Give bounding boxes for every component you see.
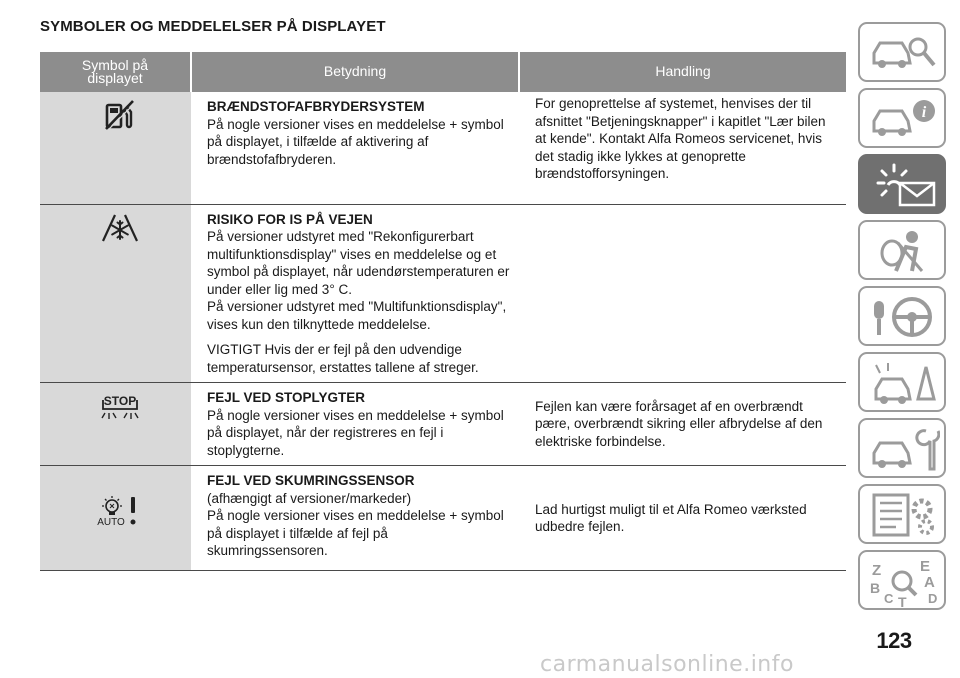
warning-light-message-icon (868, 161, 940, 209)
stop-icon-text: STOP (103, 394, 136, 408)
svg-text:A: A (924, 574, 935, 591)
action-cell (519, 204, 846, 383)
action-cell (519, 383, 846, 466)
airbag-passenger-icon (868, 227, 940, 275)
meaning-text: På nogle versioner vises en meddelelse + symbol på displayet i tilfælde af fejl på skumringssensoren. (207, 508, 504, 558)
meaning-cell (191, 466, 519, 571)
car-maintenance-icon (868, 425, 940, 473)
meaning-text: På versioner udstyret med "Rekonfigurerbart multifunktionsdisplay" vises en meddelelse og et symbol på displayet, når udendørstemperaturen er under eller lig med 3° C. (207, 229, 510, 297)
table-row-ice-risk (40, 204, 846, 383)
svg-text:i: i (921, 104, 927, 121)
tab-starting-driving[interactable] (858, 286, 946, 346)
tab-technical-data[interactable] (858, 484, 946, 544)
dusk-sensor-fault-icon (94, 494, 146, 530)
watermark: carmanualsonline.info (540, 652, 794, 677)
meaning-text: På nogle versioner vises en meddelelse + symbol på displayet, når der registreres en fejl i stoplygterne. (207, 407, 504, 458)
meaning-cell (191, 383, 519, 466)
important-note: VIGTIGT Hvis der er fejl på den udvendige temperatursensor, erstattes tallene af streger. (207, 342, 479, 375)
header-meaning: Betydning (191, 52, 519, 92)
meaning-cell (191, 92, 519, 204)
key-steering-icon (868, 293, 940, 341)
action-text: Fejlen kan være forårsaget af en overbrændt pære, overbrændt sikring eller afbrydelse af den elektriske forbindelse. (535, 398, 823, 449)
tab-car-info[interactable] (858, 88, 946, 148)
page-heading: SYMBOLER OG MEDDELELSER PÅ DISPLAYET (40, 18, 386, 35)
car-info-icon (868, 95, 940, 143)
stop-light-fault-icon (95, 393, 145, 423)
row-title: FEJL VED SKUMRINGSSENSOR (207, 473, 415, 488)
action-text: For genoprettelse af systemet, henvises der til afsnittet "Betjeningsknapper" i kapitlet "Lær bilen at kende". Kontakt Alfa Romeos servicenet, hvis det stadig ikke lykkes at genoprette brændstofforsyningen. (535, 96, 826, 181)
page-number: 123 (876, 628, 912, 653)
header-symbol-line2: displayet (87, 70, 143, 86)
row-title: BRÆNDSTOFAFBRYDERSYSTEM (207, 99, 425, 114)
action-cell (519, 92, 846, 204)
table-row-dusk-sensor (40, 466, 846, 571)
svg-text:T: T (898, 594, 907, 607)
table-row-fuel-cutoff (40, 92, 846, 204)
tab-car-search[interactable] (858, 22, 946, 82)
symbol-cell (40, 204, 191, 383)
symbol-cell (40, 92, 191, 204)
meaning-text: (afhængigt af versioner/markeder) (207, 490, 412, 506)
action-text: Lad hurtigst muligt til et Alfa Romeo værksted udbedre fejlen. (535, 501, 807, 534)
car-search-icon (868, 29, 940, 77)
tab-safety[interactable] (858, 220, 946, 280)
tab-warning-messages[interactable] (858, 154, 946, 214)
svg-text:B: B (870, 580, 881, 596)
table-header-row (40, 52, 846, 92)
svg-text:C: C (884, 591, 894, 606)
meaning-text: På versioner udstyret med "Multifunktionsdisplay", vises kun den tilknyttede meddelelse. (207, 299, 507, 332)
header-symbol-line1: Symbol på (81, 57, 149, 73)
svg-text:Z: Z (872, 562, 882, 579)
svg-text:E: E (920, 558, 931, 575)
auto-icon-text: AUTO (96, 517, 125, 528)
header-action: Handling (519, 52, 846, 92)
symbol-cell (40, 383, 191, 466)
meaning-cell (191, 204, 519, 383)
alphabetical-index-icon (868, 557, 940, 607)
row-title: FEJL VED STOPLYGTER (207, 390, 366, 405)
svg-text:D: D (928, 591, 938, 606)
symbol-cell (40, 466, 191, 571)
tab-emergency[interactable] (858, 352, 946, 412)
action-cell (519, 466, 846, 571)
fuel-cutoff-icon (103, 98, 137, 132)
row-title: RISIKO FOR IS PÅ VEJEN (207, 211, 373, 227)
meaning-text: På nogle versioner vises en meddelelse + symbol på displayet, i tilfælde af aktivering af brændstofafbryderen. (207, 116, 504, 167)
tab-maintenance[interactable] (858, 418, 946, 478)
ice-risk-icon (100, 211, 140, 243)
symbols-table (40, 52, 846, 571)
header-symbol (40, 52, 191, 92)
tab-index[interactable] (858, 550, 946, 610)
table-row-stop-lights (40, 383, 846, 466)
specifications-icon (868, 491, 940, 539)
car-breakdown-icon (868, 359, 940, 407)
